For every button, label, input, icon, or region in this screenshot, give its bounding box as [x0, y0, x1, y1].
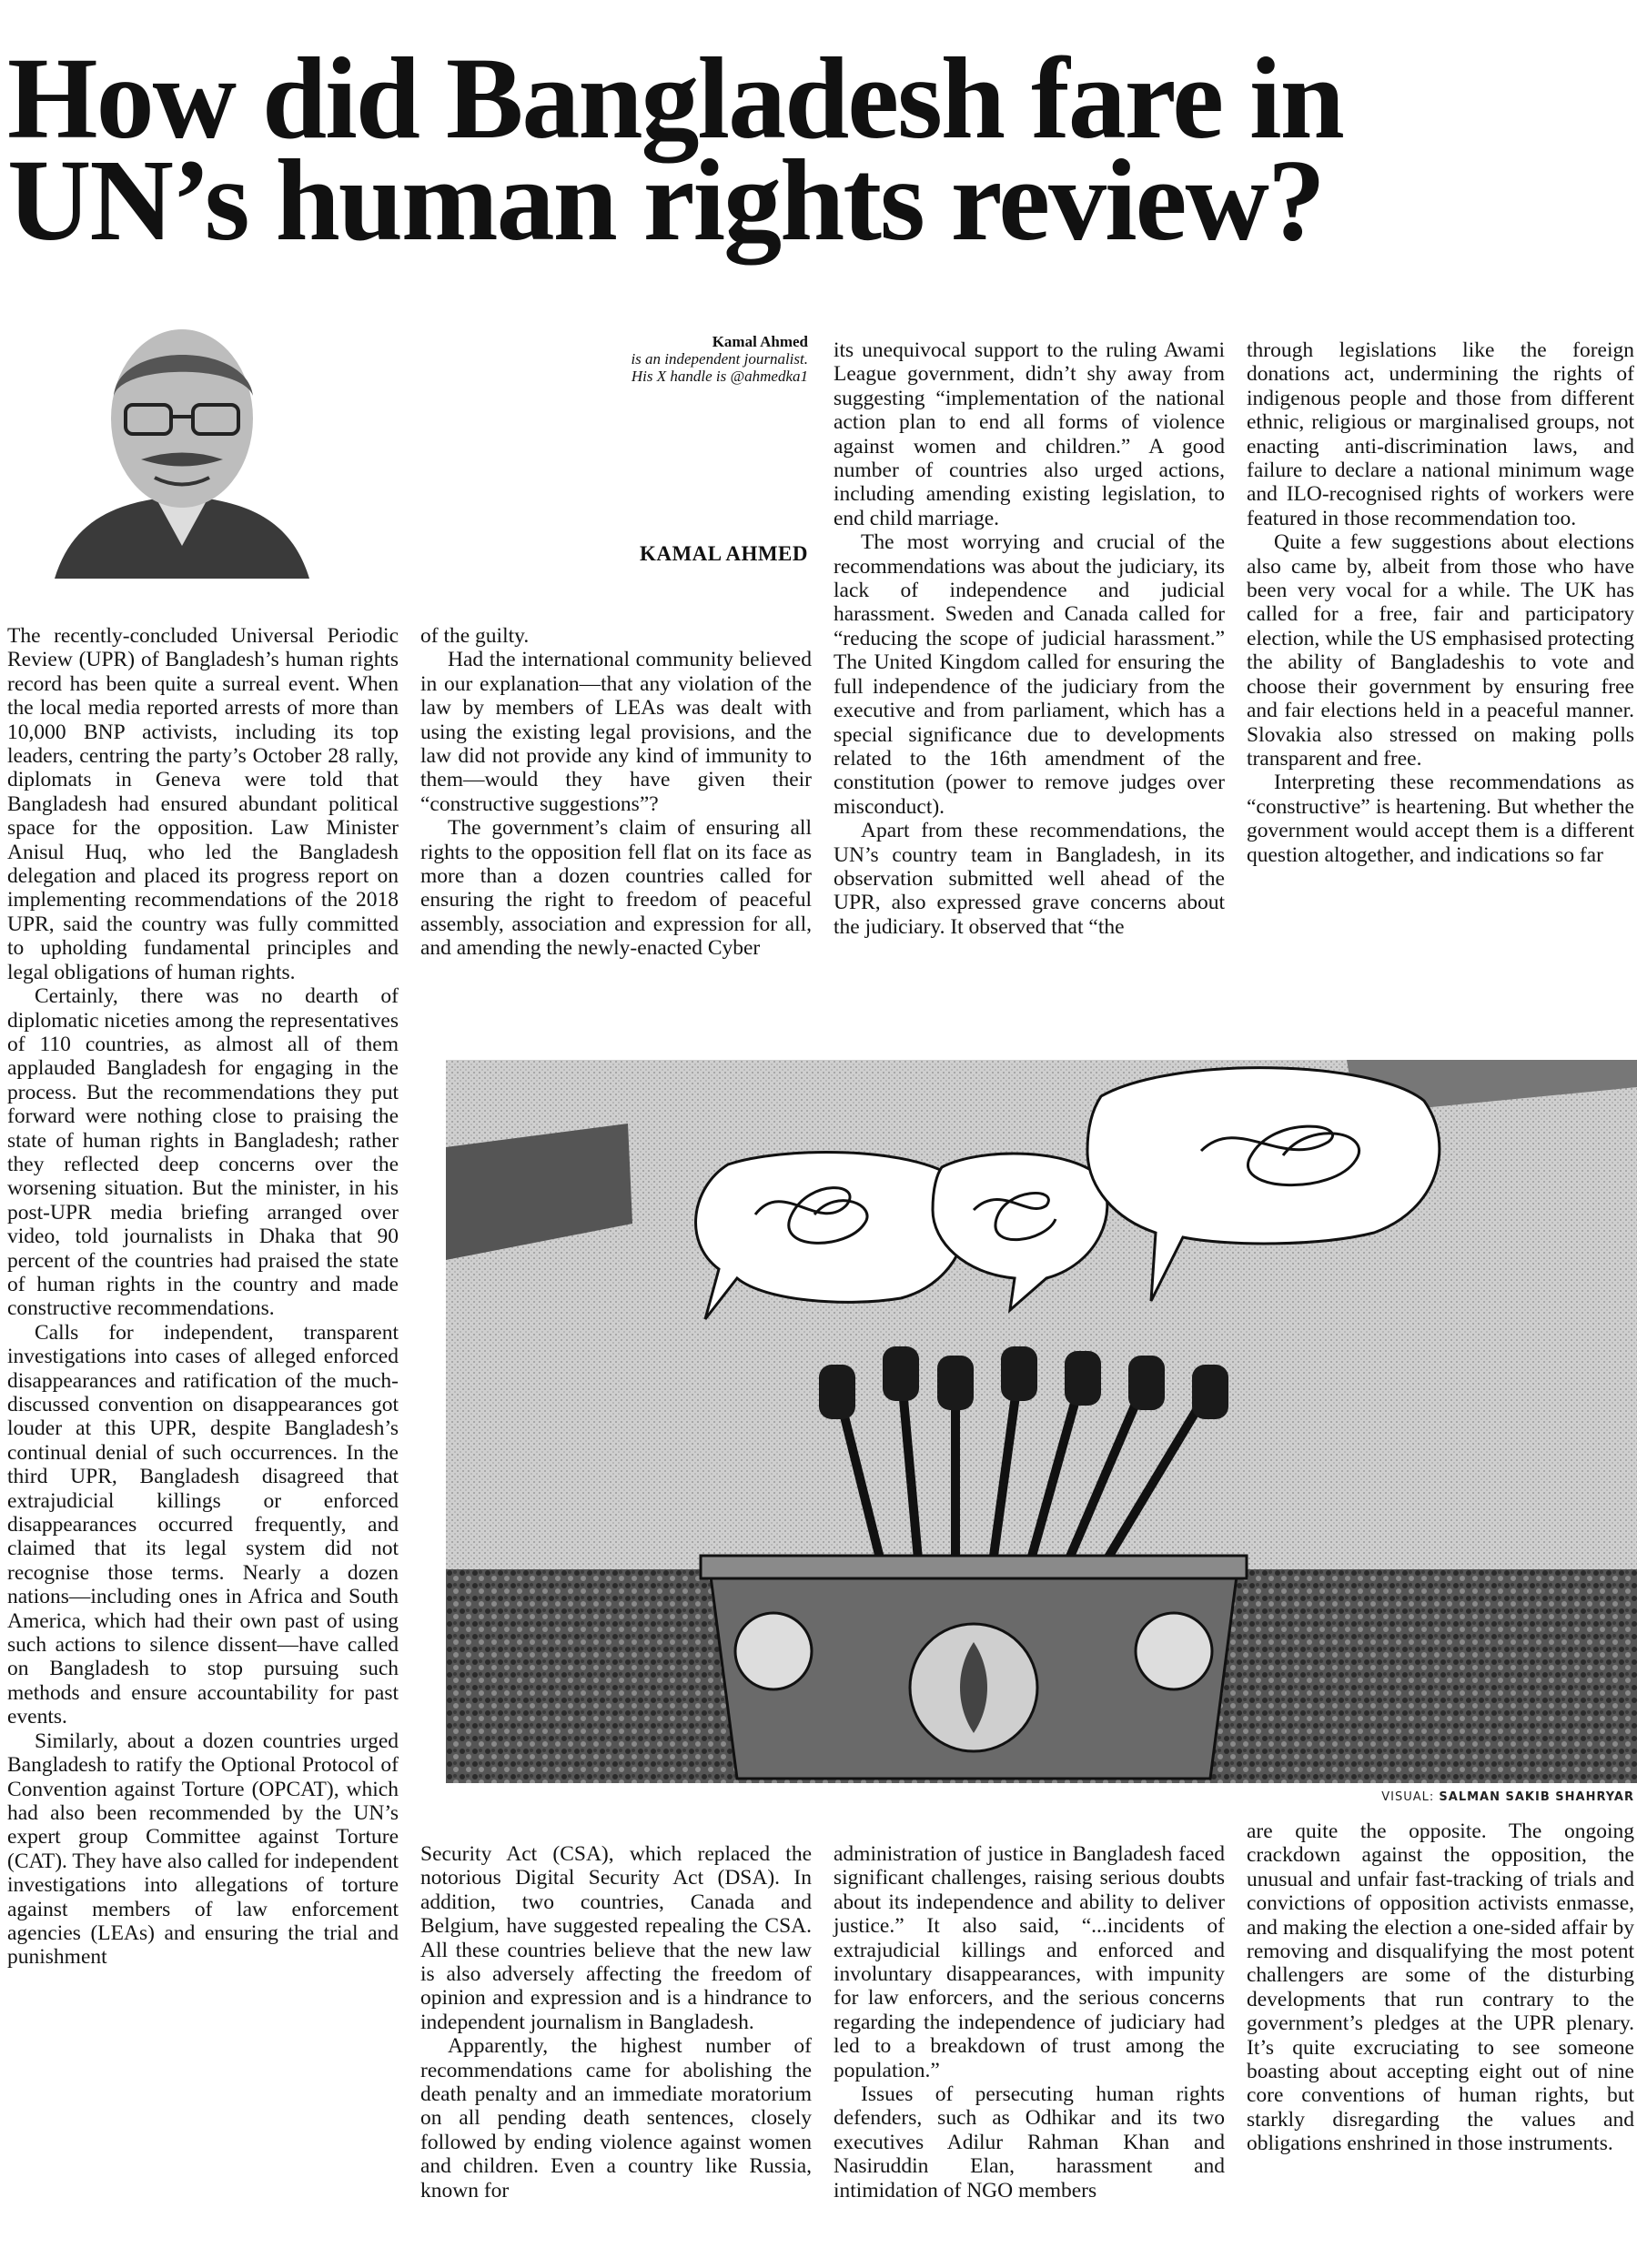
- paragraph: its unequivocal support to the ruling Awami League government, didn’t shy away from suggesting “implementation of the national action plan to end all forms of violence against women and children.” A good number of countries also urged actions, including amending existing legislation, to end child marriage.: [834, 338, 1225, 530]
- paragraph: Issues of persecuting human rights defenders, such as Odhikar and its two executives Adilur Rahman Khan and Nasiruddin Elan, harassment and intimidation of NGO members: [834, 2082, 1225, 2202]
- article-column-2-bottom: [420, 1842, 812, 2202]
- headline-line-2: UN’s human rights review?: [7, 136, 1324, 265]
- paragraph: of the guilty.: [420, 624, 530, 648]
- byline-name: Kamal Ahmed: [712, 333, 808, 350]
- paragraph: Security Act (CSA), which replaced the notorious Digital Security Act (DSA). In addition, two countries, Canada and Belgium, have suggested repealing the CSA. All these countries believe that the new law is also adversely affecting the freedom of opinion and expression and is a hindrance to independent journalism in Bangladesh.: [420, 1842, 812, 2034]
- byline-desc-2: His X handle is @ahmedka1: [631, 368, 808, 385]
- article-column-3-bottom: [834, 1842, 1225, 2202]
- paragraph: Quite a few suggestions about elections also came by, albeit from those who have been very vocal for a while. The UK has called for a free, fair and participatory election, while the US emphasised protecting the ability of Bangladeshis to vote and choose their government by ensuring free and fair elections held in a peaceful manner. Slovakia also stressed on making polls transparent and free.: [1247, 530, 1634, 771]
- article-column-4-top: [1247, 338, 1634, 867]
- paragraph: The recently-concluded Universal Periodic Review (UPR) of Bangladesh’s human rights record has been quite a surreal event. When the local media reported arrests of more than 10,000 BNP activists, including its top leaders, centring the party’s October 28 rally, diplomats in Geneva were told that Bangladesh had ensured abundant political space for the opposition. Law Minister Anisul Huq, who led the Bangladesh delegation and placed its progress report on implementing recommendations of the 2018 UPR, said the country was fully committed to upholding fundamental principles and legal obligations of human rights.: [7, 624, 399, 984]
- paragraph: The government’s claim of ensuring all rights to the opposition fell flat on its face as more than a dozen countries called for ensuring the right to freedom of peaceful assembly, association and expression for all, and amending the newly-enacted Cyber: [420, 816, 812, 961]
- paragraph: Similarly, about a dozen countries urged Bangladesh to ratify the Optional Protocol of Convention against Torture (OPCAT), which had also been recommended by the UN’s expert group Committee against Torture (CAT). They have also called for independent investigations into allegations of torture against members of law enforcement agencies (LEAs) and ensuring the trial and punishment: [7, 1729, 399, 1970]
- paragraph: are quite the opposite. The ongoing crackdown against the opposition, the unusual and unfair fast-tracking of trials and convictions of opposition activists enmasse, and making the election a one-sided affair by removing and disqualifying the most potent challengers are some of the disturbing developments that run contrary to the government’s pledges at the UPR plenary. It’s quite excruciating to see someone boasting about accepting eight out of nine core conventions of human rights, but starkly disregarding the values and obligations enshrined in those instruments.: [1247, 1819, 1634, 2156]
- paragraph: through legislations like the foreign donations act, undermining the rights of indigenous people and those from different ethnic, religious or marginalised groups, not enacting anti-discrimination laws, and failure to declare a national minimum wage and ILO-recognised rights of workers were featured in those recommendation too.: [1247, 338, 1634, 530]
- article-column-3-top: [834, 338, 1225, 939]
- paragraph: administration of justice in Bangladesh faced significant challenges, raising serious doubts about its independence and ability to deliver justice.” It also said, “...incidents of extrajudicial killings and enforced and involuntary disappearances, with impunity for law enforcers, and the serious concerns regarding the independence of judiciary had led to a breakdown of trust among the population.”: [834, 1842, 1225, 2082]
- article-column-1: [7, 624, 399, 1970]
- paragraph: Interpreting these recommendations as “constructive” is heartening. But whether the government would accept them is a different question altogether, and indications so far: [1247, 771, 1634, 867]
- paragraph: Apparently, the highest number of recommendations came for abolishing the death penalty and an immediate moratorium on all pending death sentences, closely followed by ending violence against women and children. Even a country like Russia, known for: [420, 2034, 812, 2202]
- visual-credit: [1310, 1790, 1634, 1804]
- byline-desc-1: is an independent journalist.: [631, 350, 808, 368]
- illustration-podium-microphones: [446, 1060, 1637, 1783]
- article-column-4-bottom: [1247, 1819, 1634, 2156]
- paragraph: Certainly, there was no dearth of diplomatic niceties among the representatives of 110 countries, as almost all of them applauded Bangladesh for engaging in the process. But the recommendations they put forward were nothing close to praising the state of human rights in Bangladesh; rather they reflected deep concerns over the worsening situation. But the minister, in his post-UPR media briefing arranged over video, told journalists in Dhaka that 90 percent of the countries had praised the state of human rights in the country and made constructive recommendations.: [7, 984, 399, 1321]
- author-caption: KAMAL AHMED: [639, 542, 808, 565]
- headline: [7, 34, 1636, 265]
- byline: [564, 333, 808, 385]
- headline-line-1: How did Bangladesh fare in: [7, 34, 1343, 163]
- article-column-2-top: [420, 624, 812, 961]
- paragraph: The most worrying and crucial of the recommendations was about the judiciary, its lack of independence and judicial harassment. Sweden and Canada called for “reducing the scope of judicial harassment.” The United Kingdom called for ensuring the full independence of the judiciary from the executive and from parliament, which has a special significance due to developments related to the 16th amendment of the constitution (power to remove judges over misconduct).: [834, 530, 1225, 819]
- paragraph: Had the international community believed in our explanation—that any violation of the law by members of LEAs was dealt with using the existing legal provisions, and the law did not provide any kind of immunity to them—would they have given their “constructive suggestions”?: [420, 648, 812, 816]
- author-portrait: [36, 309, 328, 579]
- visual-credit-label: VISUAL:: [1381, 1790, 1435, 1804]
- visual-credit-name: SALMAN SAKIB SHAHRYAR: [1439, 1790, 1634, 1804]
- paragraph: Calls for independent, transparent investigations into cases of alleged enforced disappearances and ratification of the much-discussed convention on disappearances got louder at this UPR, despite Bangladesh’s continual denial of such occurrences. In the third UPR, Bangladesh disagreed that extrajudicial killings or enforced disappearances occurred frequently, and claimed that its legal system did not recognise those terms. Nearly a dozen nations—including ones in Africa and South America, which had their own past of using such actions to silence dissent—have called on Bangladesh to stop pursuing such methods and ensure accountability for past events.: [7, 1320, 399, 1729]
- paragraph: Apart from these recommendations, the UN’s country team in Bangladesh, in its observation submitted well ahead of the UPR, also expressed grave concerns about the judiciary. It observed that “the: [834, 819, 1225, 939]
